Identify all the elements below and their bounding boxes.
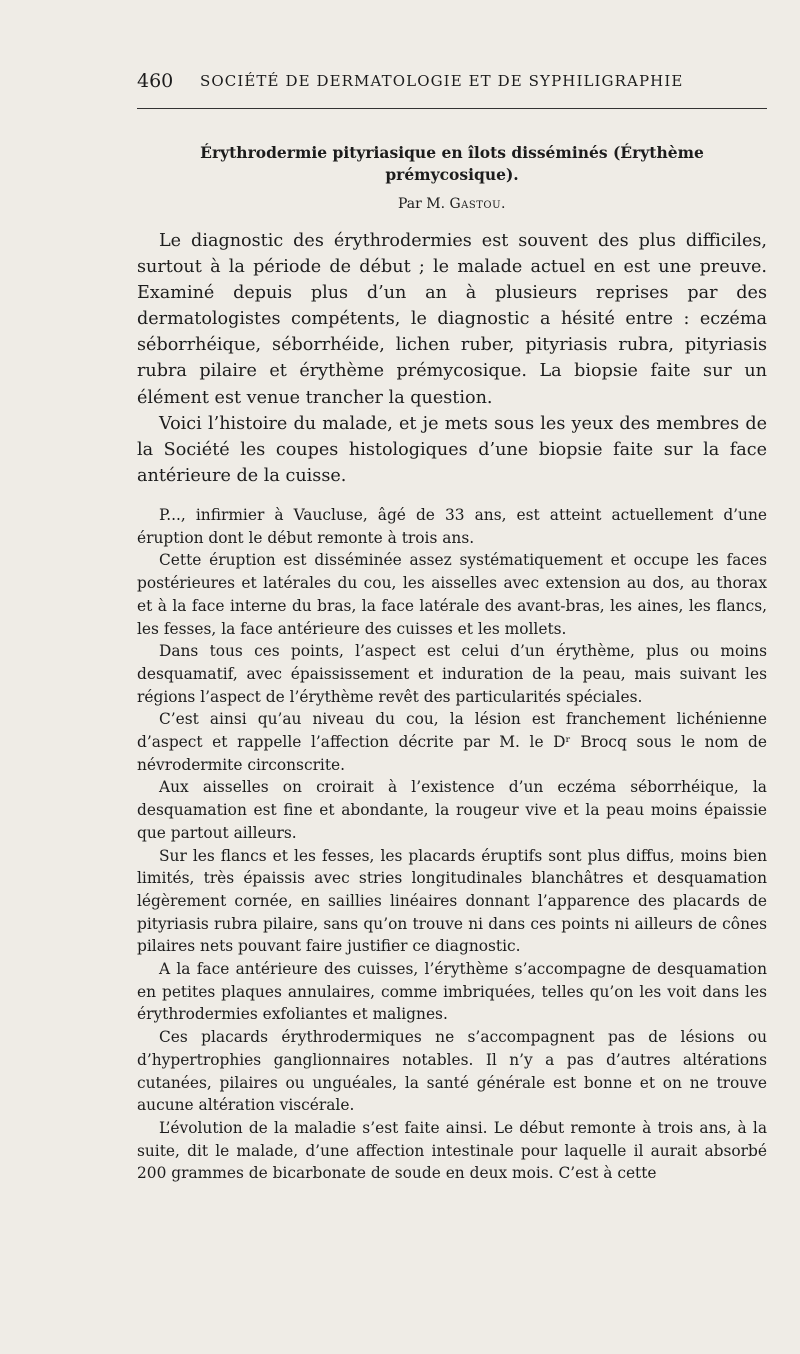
body-paragraph: A la face antérieure des cuisses, l’érythème s’accompagne de desquamation en petites plaques annulaires, comme imbriquées, telles qu’on les voit dans les érythrodermies exfoliantes et malignes. [137, 960, 767, 1024]
case-report-text [137, 504, 767, 1185]
page-header [137, 70, 767, 100]
body-paragraph: Aux aisselles on croirait à l’existence d’un eczéma séborrhéique, la desquamation est fine et abondante, la rougeur vive et la peau moins épaissie que partout ailleurs. [137, 778, 767, 842]
intro-paragraph: Voici l’histoire du malade, et je mets sous les yeux des membres de la Société les coupes histologiques d’une biopsie faite sur la face antérieure de la cuisse. [137, 413, 767, 486]
author-prefix: Par M. [397, 196, 450, 212]
body-paragraph: P..., infirmier à Vaucluse, âgé de 33 ans, est atteint actuellement d’une éruption dont le début remonte à trois ans. [137, 506, 767, 547]
intro-text [137, 228, 767, 489]
intro-paragraph: Le diagnostic des érythrodermies est souvent des plus difficiles, surtout à la période de début ; le malade actuel en est une preuve. Examiné depuis plus d’un an à plusieurs reprises par des dermatologistes compétents, le diagnostic a hésité entre : eczéma séborrhéique, séborrhéide, lichen ruber, pityriasis rubra, pityriasis rubra pilaire et érythème prémycosique. La biopsie faite sur un élément est venue trancher la question. [137, 231, 767, 408]
body-paragraph: Ces placards érythrodermiques ne s’accompagnent pas de lésions ou d’hypertrophies ganglionnaires notables. Il n’y a pas d’autres altérations cutanées, pilaires ou unguéales, la santé générale est bonne et on ne trouve aucune altération viscérale. [137, 1028, 767, 1115]
body-paragraph: Cette éruption est disséminée assez systématiquement et occupe les faces postérieures et latérales du cou, les aisselles avec extension au dos, au thorax et à la face interne du bras, la face latérale des avant-bras, les aines, les flancs, les fesses, la face antérieure des cuisses et les mollets. [137, 551, 767, 638]
body-paragraph: Sur les flancs et les fesses, les placards éruptifs sont plus diffus, moins bien limités, très épaissis avec stries longitudinales blanchâtres et desquamation légèrement cornée, en saillies linéaires donnant l’apparence des placards de pityriasis rubra pilaire, sans qu’on trouve ni dans ces points ni ailleurs de cônes pilaires nets pouvant faire justifier ce diagnostic. [137, 846, 767, 956]
article-title: Érythrodermie pityriasique en îlots disséminés (Érythème prémycosique). [200, 143, 704, 184]
body-paragraph: Dans tous ces points, l’aspect est celui d’un érythème, plus ou moins desquamatif, avec épaississement et induration de la peau, mais suivant les régions l’aspect de l’érythème revêt des particularités spéciales. [137, 642, 767, 706]
page-number: 460 [137, 70, 174, 92]
body-paragraph: C’est ainsi qu’au niveau du cou, la lésion est franchement lichénienne d’aspect et rappelle l’affection décrite par M. le Dʳ Brocq sous le nom de névrodermite circonscrite. [137, 710, 767, 774]
author-name: Gastou. [449, 196, 507, 212]
running-head: SOCIÉTÉ DE DERMATOLOGIE ET DE SYPHILIGRAPHIE [200, 72, 684, 90]
header-rule [137, 108, 767, 109]
body-paragraph: L’évolution de la maladie s’est faite ainsi. Le début remonte à trois ans, à la suite, dit le malade, d’une affection intestinale pour laquelle il aurait absorbé 200 grammes de bicarbonate de soude en deux mois. C’est à cette [137, 1118, 767, 1183]
article-author [137, 196, 767, 212]
